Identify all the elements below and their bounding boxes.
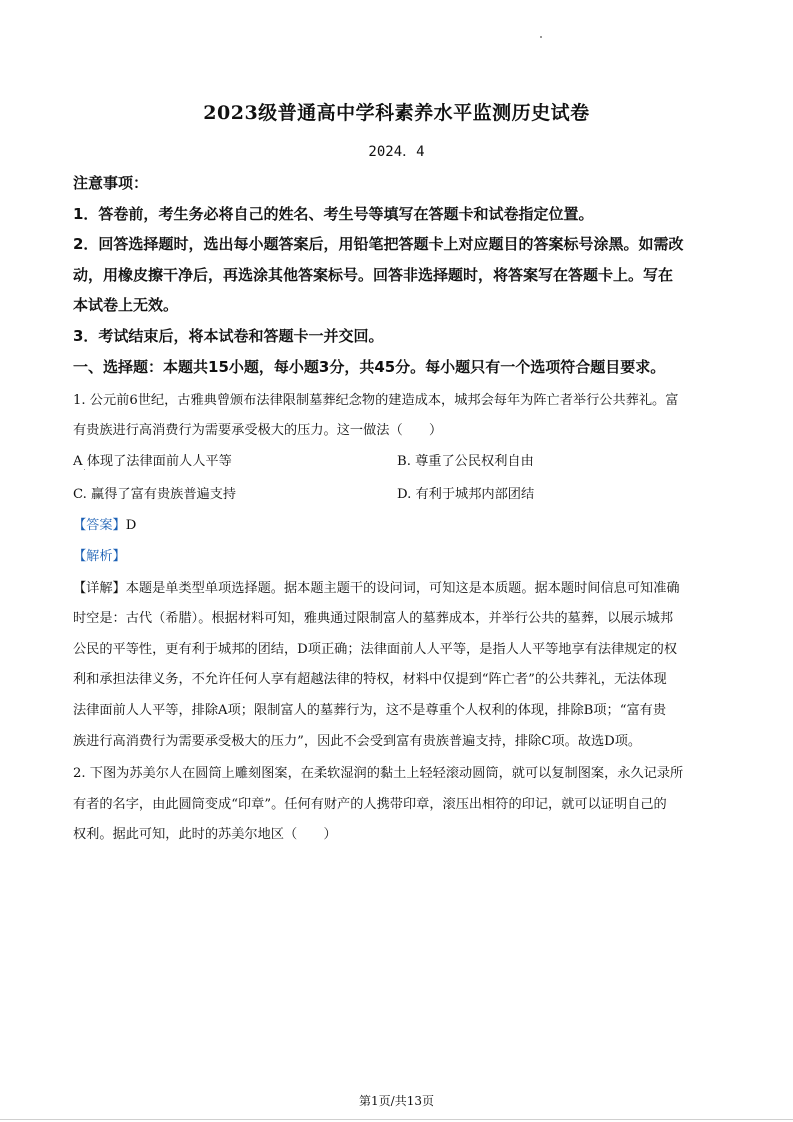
stray-dot: [84, 469, 85, 470]
answer-label: 【答案】: [73, 518, 126, 533]
detail-line-1: [73, 577, 680, 596]
detail-line-4: 利和承担法律义务，不允许任何人享有超越法律的特权，材料中仅提到“阵亡者”的公共葬礼，无法体现: [73, 672, 667, 687]
question-2-line-2: 有者的名字，由此圆筒变成“印章”。任何有财产的人携带印章，滚压出相符的印记，就可以证明自己的: [73, 797, 667, 812]
detail-line-5: 法律面前人人平等，排除A项；限制富人的墓葬行为，这不是尊重个人权利的体现，排除B项；“富有贵: [73, 703, 667, 718]
notice-item-1: 1．答卷前，考生务必将自己的姓名、考生号等填写在答题卡和试卷指定位置。: [73, 205, 594, 223]
notice-item-2-line-2: 动，用橡皮擦干净后，再选涂其他答案标号。回答非选择题时，将答案写在答题卡上。写在: [73, 266, 674, 284]
notice-item-3: 3．考试结束后，将本试卷和答题卡一并交回。: [73, 327, 384, 345]
question-2-line-3: 权利。据此可知，此时的苏美尔地区（ ）: [73, 827, 337, 842]
answer-line: [73, 514, 136, 533]
detail-line-3: 公民的平等性，更有利于城邦的团结，D项正确；法律面前人人平等，是指人人平等地享有法律规定的权: [73, 642, 678, 657]
question-1-line-2: 有贵族进行高消费行为需要承受极大的压力。这一做法（ ）: [73, 423, 443, 438]
option-b: B. 尊重了公民权利自由: [397, 454, 534, 469]
question-1-line-1: 1. 公元前6世纪，古雅典曾颁布法律限制墓葬纪念物的建造成本，城邦会每年为阵亡者举行公共葬礼。富: [73, 393, 679, 408]
detail-line-6: 族进行高消费行为需要承受极大的压力”，因此不会受到富有贵族普遍支持，排除C项。故选D项。: [73, 734, 642, 749]
question-2-line-1: 2. 下图为苏美尔人在圆筒上雕刻图案，在柔软湿润的黏土上轻轻滚动圆筒，就可以复制图案，永久记录所: [73, 766, 684, 781]
detail-line-2: 时空是：古代（希腊）。根据材料可知，雅典通过限制富人的墓葬成本，并举行公共的墓葬，以展示城邦: [73, 611, 674, 626]
detail-label: 【详解】: [73, 581, 126, 596]
exam-date: 2024．4: [368, 144, 425, 160]
answer-value: D: [125, 518, 137, 533]
page-footer: 第1页/共13页: [359, 1094, 434, 1108]
corner-dot: [540, 36, 542, 38]
notice-heading: 注意事项：: [73, 174, 149, 192]
option-d: D. 有利于城邦内部团结: [397, 487, 535, 502]
notice-item-2-line-3: 本试卷上无效。: [73, 296, 179, 314]
detail-text-1: 本题是单类型单项选择题。据本题主题干的设问词，可知这是本质题。据本题时间信息可知准确: [125, 581, 680, 596]
analysis-label: 【解析】: [73, 549, 126, 564]
option-a: A 体现了法律面前人人平等: [73, 454, 232, 469]
option-c: C. 赢得了富有贵族普遍支持: [73, 487, 237, 502]
bottom-rule: [0, 1119, 793, 1120]
exam-title: 2023级普通高中学科素养水平监测历史试卷: [203, 102, 590, 124]
notice-item-2-line-1: 2．回答选择题时，选出每小题答案后，用铅笔把答题卡上对应题目的答案标号涂黑。如需改: [73, 235, 684, 253]
section-heading: 一、选择题：本题共15小题，每小题3分，共45分。每小题只有一个选项符合题目要求。: [73, 358, 666, 376]
